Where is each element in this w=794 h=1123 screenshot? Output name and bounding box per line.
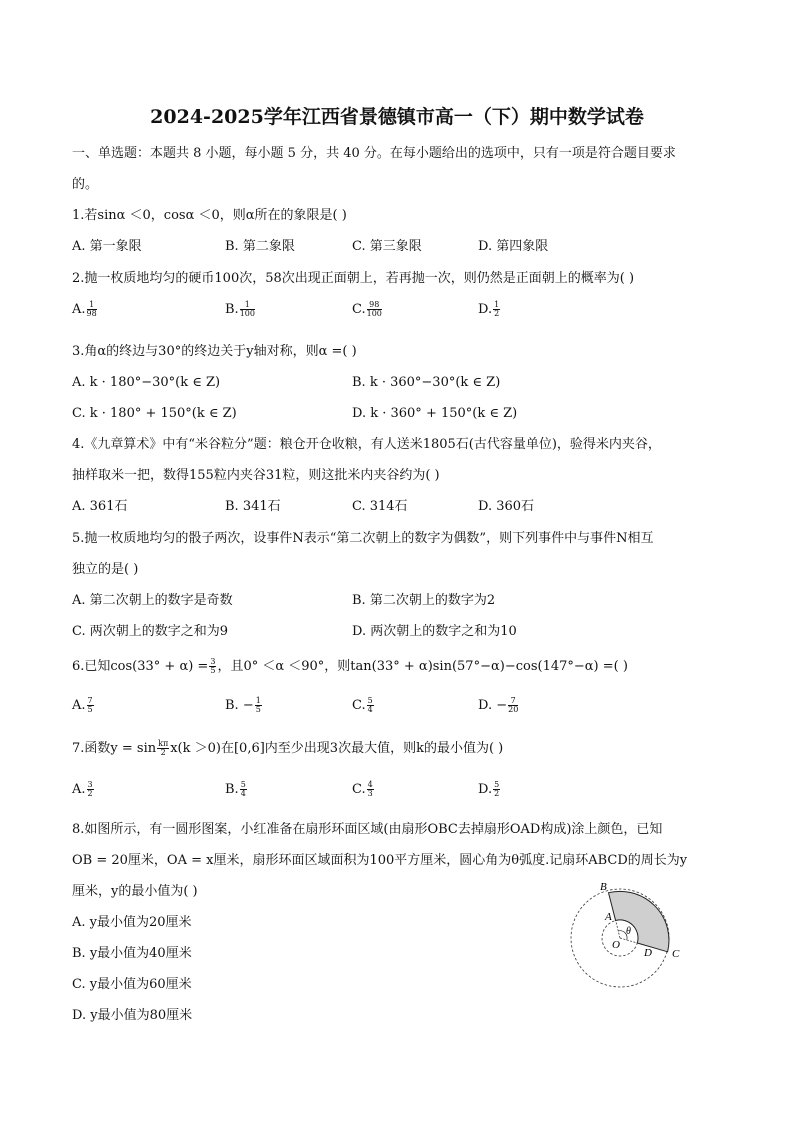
q1-stem: 1.若sinα ＜0，cosα ＜0，则α所在的象限是( ) xyxy=(72,208,347,223)
radius-od xyxy=(620,938,637,943)
q6-option-a: A. $\frac{7}{5}$ xyxy=(72,696,93,715)
q7-option-b: B. $\frac{5}{4}$ xyxy=(225,780,246,799)
q3-stem: 3.角α的终边与30°的终边关于y轴对称，则α =( ) xyxy=(72,344,357,359)
q2-option-c: C. $\frac{98}{100}$ xyxy=(352,300,382,319)
fraction: $\frac{3}{5}$ xyxy=(210,657,216,676)
label-theta: θ xyxy=(626,926,631,937)
q1-option-d: D. 第四象限 xyxy=(478,239,549,254)
annular-sector-figure xyxy=(560,870,710,1005)
q3-option-a: A. k · 180°−30°(k ∈ Z) xyxy=(72,375,221,390)
q2-option-a: A. $\frac{1}{98}$ xyxy=(72,300,97,319)
fraction: $\frac{1}{5}$ xyxy=(255,696,261,715)
q7-stem: 7.函数y = sin $\frac{k\pi}{2}$ x(k ＞0)在[0,6]内至少出现3次最大值，则k的最小值为( ) xyxy=(72,739,504,758)
q5-option-d: D. 两次朝上的数字之和为10 xyxy=(352,624,517,639)
fraction: $\frac{5}{4}$ xyxy=(367,696,373,715)
q8-option-a: A. y最小值为20厘米 xyxy=(72,915,192,930)
page-title: 2024-2025学年江西省景德镇市高一（下）期中数学试卷 xyxy=(150,106,644,128)
fraction: $\frac{1}{2}$ xyxy=(494,300,500,319)
q5-option-b: B. 第二次朝上的数字为2 xyxy=(352,593,496,608)
q6-stem: 6.已知cos(33° + α) = $\frac{3}{5}$ ，且0° ＜α ＜90°，则tan(33° + α)sin(57°−α)−cos(147°−α) =( ) xyxy=(72,657,628,676)
label-o: O xyxy=(612,939,620,951)
fraction: $\frac{k\pi}{2}$ xyxy=(158,739,169,758)
q1-option-b: B. 第二象限 xyxy=(225,239,295,254)
q5-option-c: C. 两次朝上的数字之和为9 xyxy=(72,624,229,639)
q7-option-a: A. $\frac{3}{2}$ xyxy=(72,780,93,799)
q4-option-a: A. 361石 xyxy=(72,499,128,514)
q3-option-d: D. k · 360° + 150°(k ∈ Z) xyxy=(352,406,518,421)
fraction: $\frac{4}{3}$ xyxy=(367,780,373,799)
q8-stem-line2: OB = 20厘米，OA = x厘米，扇形环面区域面积为100平方厘米，圆心角为θ弧度.记扇环ABCD的周长为y xyxy=(72,853,688,868)
q6-option-c: C. $\frac{5}{4}$ xyxy=(352,696,373,715)
q5-stem-line2: 独立的是( ) xyxy=(72,562,139,577)
fraction: $\frac{5}{2}$ xyxy=(494,780,500,799)
fraction: $\frac{7}{5}$ xyxy=(87,696,93,715)
q3-option-b: B. k · 360°−30°(k ∈ Z) xyxy=(352,375,501,390)
q8-stem-line3: 厘米，y的最小值为( ) xyxy=(72,884,198,899)
label-b: B xyxy=(600,881,607,893)
fraction: $\frac{1}{98}$ xyxy=(86,300,97,319)
q1-option-a: A. 第一象限 xyxy=(72,239,142,254)
q4-option-c: C. 314石 xyxy=(352,499,408,514)
q2-stem: 2.抛一枚质地均匀的硬币100次，58次出现正面朝上，若再抛一次，则仍然是正面朝上的概率为( ) xyxy=(72,271,635,286)
q5-option-a: A. 第二次朝上的数字是奇数 xyxy=(72,593,233,608)
q4-stem-line1: 4.《九章算术》中有“米谷粒分”题：粮仓开仓收粮，有人送米1805石(古代容量单位)，验得米内夹谷， xyxy=(72,437,661,452)
fraction: $\frac{7}{20}$ xyxy=(508,696,519,715)
q4-option-b: B. 341石 xyxy=(225,499,281,514)
q4-option-d: D. 360石 xyxy=(478,499,535,514)
q2-option-b: B. $\frac{1}{100}$ xyxy=(225,300,255,319)
label-d: D xyxy=(644,947,652,959)
label-c: C xyxy=(672,948,680,960)
q6-option-d: D. − $\frac{7}{20}$ xyxy=(478,696,519,715)
q8-option-d: D. y最小值为80厘米 xyxy=(72,1008,193,1023)
q2-option-d: D. $\frac{1}{2}$ xyxy=(478,300,500,319)
q5-stem-line1: 5.抛一枚质地均匀的骰子两次，设事件N表示“第二次朝上的数字为偶数”，则下列事件中与事件N相互 xyxy=(72,531,654,546)
q1-option-c: C. 第三象限 xyxy=(352,239,422,254)
q7-option-c: C. $\frac{4}{3}$ xyxy=(352,780,373,799)
q8-option-c: C. y最小值为60厘米 xyxy=(72,977,192,992)
q7-option-d: D. $\frac{5}{2}$ xyxy=(478,780,500,799)
q8-stem-line1: 8.如图所示，有一圆形图案，小红准备在扇形环面区域(由扇形OBC去掉扇形OAD构成)涂上颜色，已知 xyxy=(72,822,663,837)
q8-option-b: B. y最小值为40厘米 xyxy=(72,946,192,961)
fraction: $\frac{3}{2}$ xyxy=(87,780,93,799)
q3-option-c: C. k · 180° + 150°(k ∈ Z) xyxy=(72,406,237,421)
section-instruction-line1: 一、单选题：本题共 8 小题，每小题 5 分，共 40 分。在每小题给出的选项中，只有一项是符合题目要求 xyxy=(72,146,676,161)
label-a: A xyxy=(605,911,612,923)
q4-stem-line2: 抽样取米一把，数得155粒内夹谷31粒，则这批米内夹谷约为( ) xyxy=(72,468,440,483)
fraction: $\frac{98}{100}$ xyxy=(366,300,382,319)
fraction: $\frac{1}{100}$ xyxy=(239,300,255,319)
radius-oa xyxy=(616,921,620,939)
q6-option-b: B. − $\frac{1}{5}$ xyxy=(225,696,261,715)
section-instruction-line2: 的。 xyxy=(72,177,99,192)
fraction: $\frac{5}{4}$ xyxy=(240,780,246,799)
